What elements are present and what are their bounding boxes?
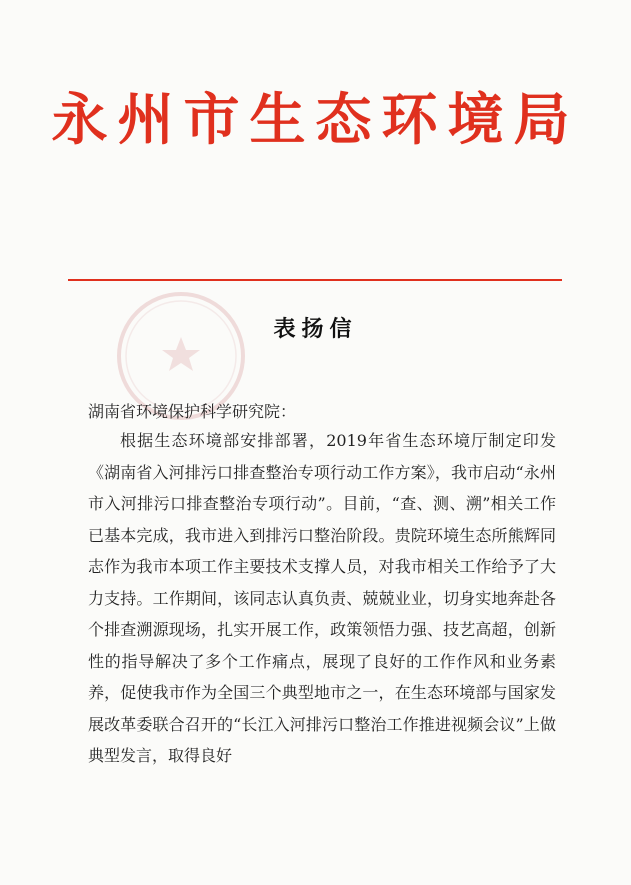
letterhead-divider	[68, 279, 562, 281]
body-paragraph: 根据生态环境部安排部署，2019年省生态环境厅制定印发《湖南省入河排污口排查整治专项行动工作方案》，我市启动“永州市入河排污口排查整治专项行动”。目前，“查、测、溯”相关工作已基本完成，我市进入到排污口整治阶段。贵院环境生态所熊辉同志作为我市本项工作主要技术支撑人员，对我市相关工作给予了大力支持。工作期间，该同志认真负责、兢兢业业，切身实地奔赴各个排查溯源现场，扎实开展工作，政策领悟力强、技艺高超，创新性的指导解决了多个工作痛点，展现了良好的工作作风和业务素养，促使我市作为全国三个典型地市之一，在生态环境部与国家发展改革委联合召开的“长江入河排污口整治工作推进视频会议”上做典型发言，取得良好	[88, 431, 556, 765]
document-title: 表扬信	[273, 316, 358, 342]
letterhead-org-name: 永州市生态环境局	[51, 87, 580, 153]
salutation: 湖南省环境保护科学研究院：	[88, 402, 297, 421]
